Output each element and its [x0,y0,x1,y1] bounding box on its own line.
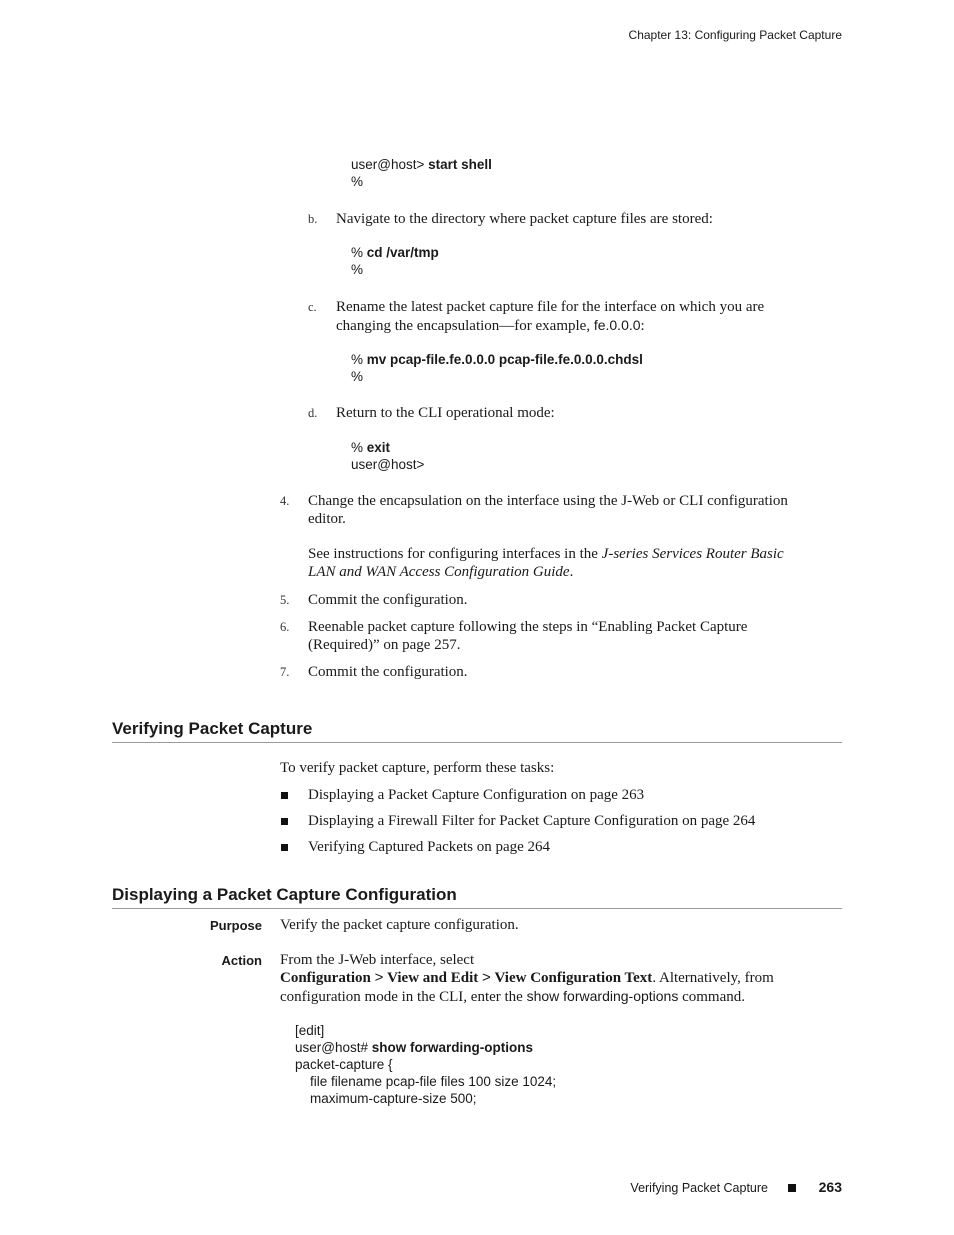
cli-prompt: user@host> [351,157,425,172]
step-c-colon: : [640,318,645,334]
step-4-text [308,492,848,528]
purpose-label: Purpose [209,918,262,933]
step-4-see-also [308,545,848,581]
code-block-mv [351,351,643,385]
step-4-line2: editor. [308,511,346,527]
action-line2-rest: . Alternatively, from [652,970,774,986]
code-edit: [edit] [295,1023,325,1038]
task-link-2[interactable]: Displaying a Firewall Filter for Packet Capture Configuration on page 264 [308,813,756,829]
code-line: maximum-capture-size 500; [310,1091,477,1106]
cli-prompt: user@host# [295,1040,368,1055]
running-header: Chapter 13: Configuring Packet Capture [628,28,842,42]
cli-result: % [351,262,364,277]
section-heading-verifying: Verifying Packet Capture [112,719,313,738]
menu-configuration: Configuration [280,970,371,986]
section-heading-displaying: Displaying a Packet Capture Configuration [112,885,457,904]
step-marker-4: 4. [280,494,290,508]
see-also-period: . [569,564,574,580]
step-b-text: Navigate to the directory where packet capture files are stored: [336,211,713,227]
step-c-text [336,298,846,335]
step-6-text [308,618,848,654]
cli-prompt: % [351,245,364,260]
cli-result: % [351,369,364,384]
bullet-icon [281,792,288,799]
bullet-icon [281,844,288,851]
step-marker-7: 7. [280,665,290,679]
menu-separator: > [374,969,384,986]
step-c-line1: Rename the latest packet capture file for the interface on which you are [336,299,765,315]
cli-result: % [351,174,364,189]
inline-code-interface: fe.0.0.0 [593,317,641,333]
page-number: 263 [818,1179,842,1195]
cli-result: user@host> [351,457,425,472]
code-block-start-shell [351,156,492,190]
inline-code-command: show forwarding-options [526,988,679,1004]
action-line1: From the J-Web interface, select [280,952,475,968]
see-also-text: See instructions for configuring interfaces in the [308,546,598,562]
step-marker-6: 6. [280,620,290,634]
cli-command: exit [366,440,391,455]
step-d-text: Return to the CLI operational mode: [336,405,555,421]
step-6-line1: Reenable packet capture following the steps in “Enabling Packet Capture [308,619,748,635]
purpose-text: Verify the packet capture configuration. [280,917,519,933]
step-marker-5: 5. [280,593,290,607]
code-line: file filename pcap-file files 100 size 1024; [310,1074,557,1089]
step-5-text: Commit the configuration. [308,592,468,608]
footer-section-title: Verifying Packet Capture [630,1181,768,1195]
step-6-line2: (Required)” on page 257. [308,637,461,653]
step-marker-d: d. [308,406,318,420]
footer-bullet-icon [788,1184,796,1192]
task-link-3[interactable]: Verifying Captured Packets on page 264 [308,839,551,855]
action-line3-end: command. [682,989,745,1005]
bullet-icon [281,818,288,825]
cli-command: start shell [428,157,492,172]
cli-command: mv pcap-file.fe.0.0.0 pcap-file.fe.0.0.0.chdsl [366,352,643,367]
task-link-1[interactable]: Displaying a Packet Capture Configuration on page 263 [308,787,645,803]
guide-title-part1: J-series Services Router Basic [601,546,784,562]
cli-prompt: % [351,440,364,455]
step-7-text: Commit the configuration. [308,664,468,680]
verify-intro: To verify packet capture, perform these tasks: [280,760,555,776]
step-marker-c: c. [308,300,317,314]
section-rule [112,908,842,909]
cli-command: show forwarding-options [371,1040,534,1055]
code-block-forwarding-options [295,1022,556,1107]
code-block-cd [351,244,439,278]
action-text [280,951,850,1006]
code-block-exit [351,439,424,473]
menu-view-and-edit: View and Edit [387,970,479,986]
action-label: Action [221,953,262,968]
menu-separator: > [482,969,491,986]
step-marker-b: b. [308,212,318,226]
action-line3: configuration mode in the CLI, enter the [280,989,523,1005]
menu-view-configuration-text: View Configuration Text [494,970,653,986]
cli-command: cd /var/tmp [366,245,439,260]
guide-title-part2: LAN and WAN Access Configuration Guide [308,564,570,580]
section-rule [112,742,842,743]
step-c-line2: changing the encapsulation—for example, [336,318,591,334]
code-line: packet-capture { [295,1057,393,1072]
cli-prompt: % [351,352,364,367]
step-4-line1: Change the encapsulation on the interface using the J-Web or CLI configuration [308,493,788,509]
